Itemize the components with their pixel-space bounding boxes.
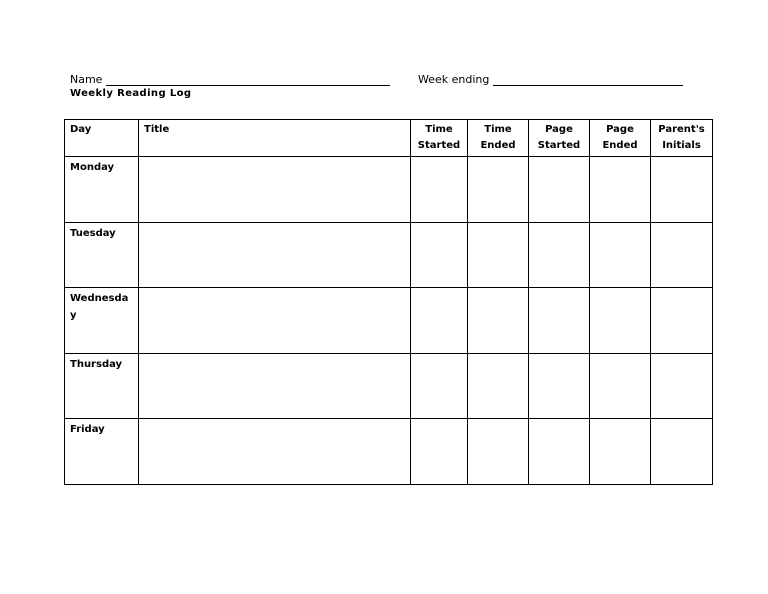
day-cell: Monday bbox=[65, 157, 139, 223]
title-cell[interactable] bbox=[139, 419, 411, 485]
page-started-cell[interactable] bbox=[529, 353, 590, 419]
page-ended-cell[interactable] bbox=[590, 419, 651, 485]
time-ended-cell[interactable] bbox=[468, 419, 529, 485]
reading-log-table bbox=[64, 119, 713, 485]
table-row bbox=[65, 222, 713, 288]
column-header-title: Title bbox=[139, 120, 411, 157]
header-line bbox=[70, 70, 690, 86]
time-started-cell[interactable] bbox=[411, 288, 468, 354]
table-row bbox=[65, 288, 713, 354]
parents-initials-cell[interactable] bbox=[651, 157, 713, 223]
day-cell: Tuesday bbox=[65, 222, 139, 288]
table-header-row bbox=[65, 120, 713, 157]
page-ended-cell[interactable] bbox=[590, 222, 651, 288]
time-ended-cell[interactable] bbox=[468, 222, 529, 288]
time-started-cell[interactable] bbox=[411, 222, 468, 288]
column-header-time-started: Time Started bbox=[411, 120, 468, 157]
day-cell: Thursday bbox=[65, 353, 139, 419]
column-header-page-ended: Page Ended bbox=[590, 120, 651, 157]
time-started-cell[interactable] bbox=[411, 157, 468, 223]
page-started-cell[interactable] bbox=[529, 419, 590, 485]
table-row bbox=[65, 419, 713, 485]
time-ended-cell[interactable] bbox=[468, 288, 529, 354]
title-cell[interactable] bbox=[139, 353, 411, 419]
week-ending-underline[interactable] bbox=[493, 74, 683, 86]
time-ended-cell[interactable] bbox=[468, 353, 529, 419]
page-ended-cell[interactable] bbox=[590, 157, 651, 223]
day-cell: Friday bbox=[65, 419, 139, 485]
page-started-cell[interactable] bbox=[529, 288, 590, 354]
column-header-day: Day bbox=[65, 120, 139, 157]
parents-initials-cell[interactable] bbox=[651, 419, 713, 485]
table-row bbox=[65, 353, 713, 419]
day-cell: Wednesday bbox=[65, 288, 139, 354]
time-started-cell[interactable] bbox=[411, 353, 468, 419]
page-started-cell[interactable] bbox=[529, 157, 590, 223]
page-ended-cell[interactable] bbox=[590, 353, 651, 419]
title-cell[interactable] bbox=[139, 288, 411, 354]
time-started-cell[interactable] bbox=[411, 419, 468, 485]
column-header-parents-initials: Parent's Initials bbox=[651, 120, 713, 157]
time-ended-cell[interactable] bbox=[468, 157, 529, 223]
page-started-cell[interactable] bbox=[529, 222, 590, 288]
column-header-page-started: Page Started bbox=[529, 120, 590, 157]
title-cell[interactable] bbox=[139, 157, 411, 223]
parents-initials-cell[interactable] bbox=[651, 288, 713, 354]
name-field[interactable] bbox=[70, 70, 390, 86]
week-ending-label: Week ending bbox=[418, 73, 490, 86]
parents-initials-cell[interactable] bbox=[651, 222, 713, 288]
name-underline[interactable] bbox=[106, 74, 390, 86]
page-ended-cell[interactable] bbox=[590, 288, 651, 354]
page-title: Weekly Reading Log bbox=[70, 88, 192, 99]
title-cell[interactable] bbox=[139, 222, 411, 288]
name-label: Name bbox=[70, 73, 103, 86]
week-ending-field[interactable] bbox=[418, 70, 683, 86]
table-row bbox=[65, 157, 713, 223]
parents-initials-cell[interactable] bbox=[651, 353, 713, 419]
column-header-time-ended: Time Ended bbox=[468, 120, 529, 157]
